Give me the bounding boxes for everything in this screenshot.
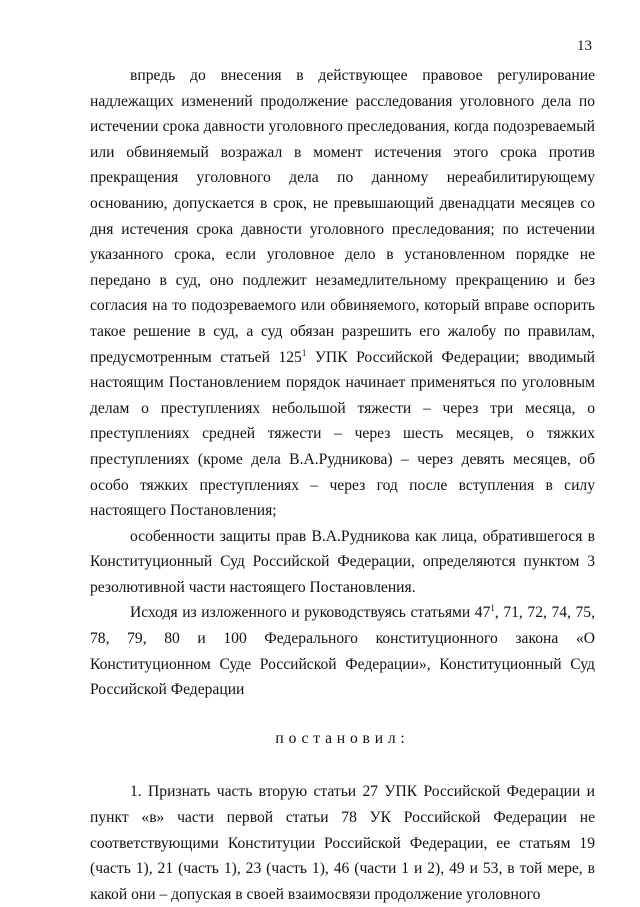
resolution-heading: постановил:	[275, 729, 410, 747]
paragraph-text: Исходя из изложенного и руководствуясь статьями 47	[130, 604, 491, 622]
paragraph-legal-basis	[90, 600, 595, 702]
superscript-index: 1	[490, 603, 495, 614]
superscript-index: 1	[301, 347, 307, 358]
paragraph-text: УПК Российской Федерации; вводимый настоящим Постановлением порядок начинает применяться по уголовным делам о преступлениях небольшой тяжести – через три месяца, о преступлениях средней тяжести – через шесть месяцев, о тяжких преступлениях (кроме дела В.А.Рудникова) – через девять месяцев, об особо тяжких преступлениях – через год после вступления в силу настоящего Постановления;	[90, 348, 595, 520]
document-body	[90, 63, 595, 907]
paragraph-interim-procedure	[90, 63, 595, 524]
paragraph-text: впредь до внесения в действующее правовое регулирование надлежащих изменений продолжение расследования уголовного дела по истечении срока давности уголовного преследования, когда подозреваемый или обвиняемый возражал в момент истечения этого срока против прекращения уголовного дела по данному нереабилитирующему основанию, допускается в срок, не превышающий двенадцати месяцев со дня истечения срока давности уголовного преследования; по истечении указанного срока, если уголовное дело в установленном порядке не передано в суд, оно подлежит незамедлительному прекращению и без согласия на то подозреваемого или обвиняемого, который вправе оспорить такое решение в суд, а суд обязан разрешить его жалобу по правилам, предусмотренным статьей 125	[90, 67, 595, 366]
paragraph-text: , 71, 72, 74, 75, 78, 79, 80 и 100 Федерального конституционного закона «О Конституционном Суде Российской Федерации», Конституционный Суд Российской Федерации	[90, 604, 595, 699]
paragraph-resolution-item-1: 1. Признать часть вторую статьи 27 УПК Российской Федерации и пункт «в» части первой статьи 78 УК Российской Федерации не соответствующими Конституции Российской Федерации, ее статьям 19 (часть 1), 21 (часть 1), 23 (часть 1), 46 (части 1 и 2), 49 и 53, в той мере, в какой они – допуская в своей взаимосвязи продолжение уголовного	[90, 783, 595, 903]
page-number: 13	[577, 38, 592, 54]
paragraph-rights-protection: особенности защиты прав В.А.Рудникова как лица, обратившегося в Конституционный Суд Российской Федерации, определяются пунктом 3 резолютивной части настоящего Постановления.	[90, 527, 595, 596]
